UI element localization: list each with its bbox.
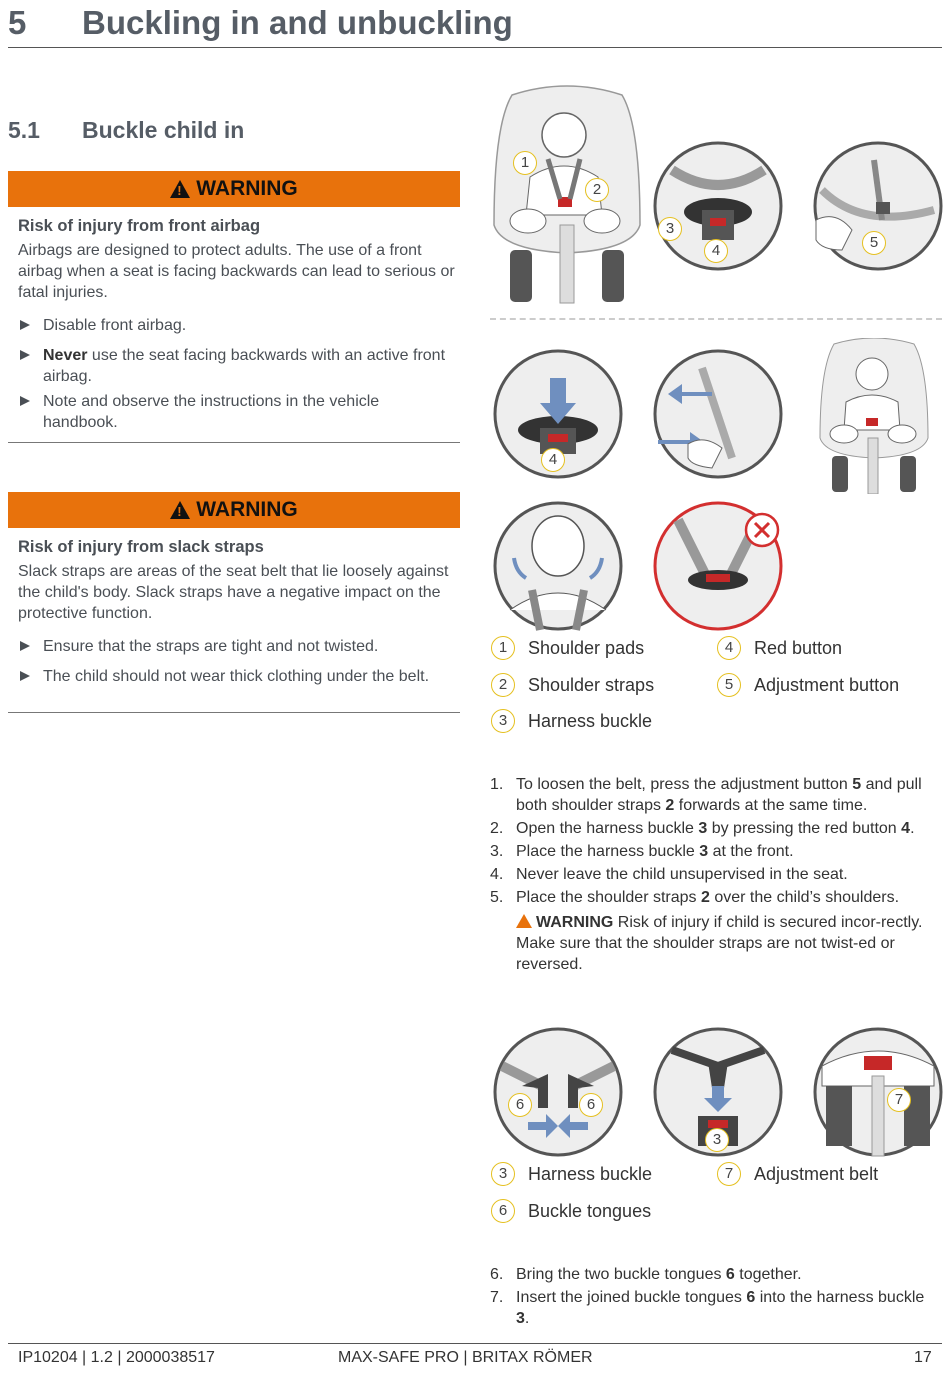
callout-2: 2 (585, 178, 609, 202)
step-number: 7. (490, 1289, 504, 1306)
step-number: 6. (490, 1266, 504, 1283)
step-text: To loosen the belt, press the adjustment button (516, 776, 853, 793)
step-text: by pressing the red button (707, 820, 902, 837)
step-text: into the harness buckle (755, 1289, 925, 1306)
divider (8, 442, 460, 443)
legend-num: 2 (491, 673, 515, 697)
warning-heading: Risk of injury from front airbag (18, 217, 261, 235)
step-ref: 4 (901, 820, 911, 837)
adjustment-belt-illustration (812, 1026, 944, 1158)
legend-label: Buckle tongues (528, 1201, 652, 1221)
step-ref: 5 (852, 776, 862, 793)
step-text: over the child’s shoulders. (709, 889, 900, 906)
legend-label: Shoulder pads (528, 638, 645, 658)
legend-num: 4 (717, 636, 741, 660)
step-ref: 6 (746, 1289, 756, 1306)
callout-6: 6 (508, 1093, 532, 1117)
callout-3: 3 (658, 217, 682, 241)
instruction-steps (490, 1264, 940, 1331)
step-number: 3. (490, 843, 504, 860)
buckle-tongues-illustration (492, 1026, 624, 1158)
chapter-number: 5 (8, 4, 27, 41)
warning-banner-airbag (8, 171, 460, 207)
footer-product: MAX-SAFE PRO | BRITAX RÖMER (338, 1349, 593, 1366)
step-text: Open the harness buckle (516, 820, 699, 837)
warning-label: WARNING (196, 177, 298, 200)
bold-word: Never (43, 347, 88, 364)
divider (8, 712, 460, 713)
step-ref: 3 (699, 843, 709, 860)
step-warning (490, 912, 940, 975)
section-number: 5.1 (8, 117, 40, 143)
step-ref: 6 (725, 1266, 735, 1283)
legend-num: 5 (717, 673, 741, 697)
legend-num: 3 (491, 1162, 515, 1186)
warning-text: Slack straps are areas of the seat belt that lie loosely against the child's body. Slack straps have a negative impact on the protective function. (18, 563, 449, 622)
warning-icon (516, 914, 532, 928)
step-text: at the front. (708, 843, 794, 860)
footer-rule (8, 1343, 942, 1344)
callout-7: 7 (887, 1088, 911, 1112)
dashed-separator (490, 318, 942, 320)
warning-icon (170, 180, 190, 198)
step-item (490, 864, 940, 885)
legend-label: Harness buckle (528, 1164, 653, 1184)
section-title: Buckle child in (82, 117, 245, 143)
step-item (490, 841, 940, 862)
callout-3: 3 (705, 1128, 729, 1152)
legend-num: 1 (491, 636, 515, 660)
callout-6: 6 (579, 1093, 603, 1117)
legend-label: Adjustment button (754, 675, 900, 695)
legend-num: 7 (717, 1162, 741, 1186)
footer-doc-id: IP10204 | 1.2 | 2000038517 (18, 1349, 215, 1366)
incorrect-illustration (652, 500, 784, 632)
callout-4: 4 (704, 239, 728, 263)
step-number: 4. (490, 866, 504, 883)
bullet-item: Note and observe the instructions in the vehicle handbook. (18, 391, 458, 433)
warning-icon (170, 501, 190, 519)
legend-label: Shoulder straps (528, 675, 655, 695)
warning-text: Risk of injury if child is secured incor-rectly. Make sure that the shoulder straps are not twist-ed or reversed. (516, 914, 923, 973)
step-ref: 2 (701, 889, 710, 906)
step-item (490, 774, 940, 816)
bullet-item (18, 345, 458, 387)
step-ref: 2 (665, 797, 675, 814)
step-number: 5. (490, 889, 504, 906)
step-ref: 3 (516, 1310, 525, 1327)
legend-num: 6 (491, 1199, 515, 1223)
step-item (490, 887, 940, 908)
legend-label: Adjustment belt (754, 1164, 879, 1184)
step-text: Never leave the child unsupervised in the seat. (516, 866, 848, 883)
callout-1: 1 (513, 151, 537, 175)
seat-child-small-illustration (818, 338, 930, 494)
instruction-steps (490, 774, 940, 977)
bullet-text: use the seat facing backwards with an active front airbag. (43, 347, 446, 385)
warning-text: Airbags are designed to protect adults. The use of a front airbag when a seat is facing backwards can lead to serious or fatal injuries. (18, 242, 455, 301)
callout-4: 4 (541, 448, 565, 472)
step-item (490, 818, 940, 839)
step-text: . (524, 1310, 530, 1327)
step-text: . (910, 820, 915, 837)
shoulder-straps-illustration (492, 500, 624, 632)
step-text: and pull both shoulder straps (516, 776, 922, 814)
callout-5: 5 (862, 231, 886, 255)
warning-label: WARNING (196, 498, 298, 521)
step-text: Place the shoulder straps (516, 889, 701, 906)
bullet-item: Disable front airbag. (18, 315, 458, 336)
step-number: 2. (490, 820, 504, 837)
step-number: 1. (490, 776, 504, 793)
page-number: 17 (914, 1349, 932, 1366)
legend-label: Red button (754, 638, 843, 658)
warning-heading: Risk of injury from slack straps (18, 538, 264, 556)
bullet-item: The child should not wear thick clothing under the belt. (18, 666, 458, 687)
legend-num: 3 (491, 709, 515, 733)
step-ref: 3 (698, 820, 708, 837)
step-text: together. (734, 1266, 802, 1283)
chapter-rule (8, 47, 942, 48)
warning-label: WARNING (536, 914, 614, 931)
step-item (490, 1287, 940, 1329)
legend-label: Harness buckle (528, 711, 653, 731)
step-text: Place the harness buckle (516, 843, 700, 860)
chapter-title: Buckling in and unbuckling (82, 4, 513, 41)
step-text: forwards at the same time. (674, 797, 868, 814)
step-item (490, 1264, 940, 1285)
pull-straps-illustration (652, 348, 784, 480)
step-text: Bring the two buckle tongues (516, 1266, 726, 1283)
step-text: Insert the joined buckle tongues (516, 1289, 747, 1306)
bullet-item: Ensure that the straps are tight and not twisted. (18, 636, 458, 657)
warning-banner-straps (8, 492, 460, 528)
seat-child-illustration (492, 85, 642, 307)
